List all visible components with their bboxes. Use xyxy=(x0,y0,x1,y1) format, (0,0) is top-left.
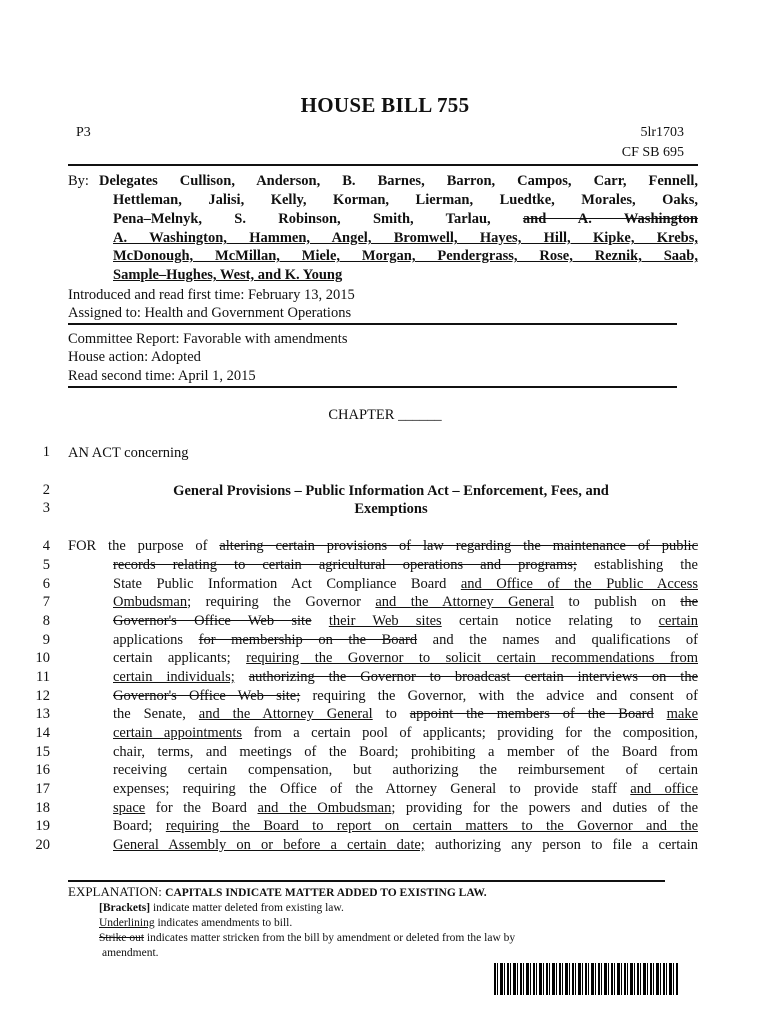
line-number: 19 xyxy=(35,818,50,834)
sponsors-by-label: By: xyxy=(68,173,89,189)
explanation-heading: EXPLANATION: CAPITALS INDICATE MATTER ADDED TO EXISTING LAW. xyxy=(68,884,487,899)
purpose-line: FOR the purpose of altering certain provisions of law regarding the maintenance of public xyxy=(68,538,698,554)
purpose-line: Governor's Office Web site their Web sites certain notice relating to certain xyxy=(113,613,698,629)
act-title: General Provisions – Public Information Act – Enforcement, Fees, and xyxy=(173,483,609,499)
line-number: 1 xyxy=(42,444,50,460)
sponsors-line xyxy=(113,210,698,229)
line-number: 7 xyxy=(42,594,50,610)
purpose-line: certain individuals; authorizing the Governor to broadcast certain interviews on the xyxy=(113,669,698,685)
house-action: House action: Adopted xyxy=(68,349,201,365)
purpose-line: Board; requiring the Board to report on certain matters to the Governor and the xyxy=(113,818,698,834)
purpose-line: receiving certain compensation, but authorizing the reimbursement of certain xyxy=(113,762,698,778)
purpose-line: Ombudsman; requiring the Governor and the Attorney General to publish on the xyxy=(113,594,698,610)
purpose-line: certain appointments from a certain pool of applicants; providing for the composition, xyxy=(113,725,698,741)
footer-rule xyxy=(68,880,665,882)
sponsors-line: Hettleman, Jalisi, Kelly, Korman, Lierman, Luedtke, Morales, Oaks, xyxy=(113,192,698,208)
explanation-underlining: Underlining indicates amendments to bill. xyxy=(99,917,293,929)
bill-title: HOUSE BILL 755 xyxy=(300,93,470,117)
line-number: 18 xyxy=(35,800,50,816)
sponsors-amended-text: A. Washington, Hammen, Angel, Bromwell, Hayes, Hill, Kipke, Krebs, xyxy=(113,230,698,246)
line-number: 6 xyxy=(42,576,50,592)
sponsors-line: Delegates Cullison, Anderson, B. Barnes, Barron, Campos, Carr, Fennell, xyxy=(99,173,698,189)
line-number: 10 xyxy=(35,650,50,666)
sponsors-line xyxy=(113,266,342,285)
line-number: 11 xyxy=(36,669,50,685)
purpose-line: certain applicants; requiring the Governor to solicit certain recommendations from xyxy=(113,650,698,666)
assigned-committee: Assigned to: Health and Government Operations xyxy=(68,305,352,321)
second-reading: Read second time: April 1, 2015 xyxy=(68,368,256,384)
line-number: 14 xyxy=(35,725,50,741)
purpose-line: space for the Board and the Ombudsman; providing for the powers and duties of the xyxy=(113,800,698,816)
line-number: 3 xyxy=(42,500,50,516)
file-number: 5lr1703 xyxy=(640,125,684,140)
committee-report: Committee Report: Favorable with amendments xyxy=(68,331,348,347)
line-number: 2 xyxy=(42,482,50,498)
line-number: 17 xyxy=(35,781,50,797)
line-number: 15 xyxy=(35,744,50,760)
line-number: 9 xyxy=(42,632,50,648)
purpose-line: records relating to certain agricultural operations and programs; establishing the xyxy=(113,557,698,573)
bill-code: P3 xyxy=(76,125,91,140)
purpose-line: chair, terms, and meetings of the Board; prohibiting a member of the Board from xyxy=(113,744,698,760)
purpose-line: the Senate, and the Attorney General to appoint the members of the Board make xyxy=(113,706,698,722)
purpose-line: Governor's Office Web site; requiring the Governor, with the advice and consent of xyxy=(113,688,698,704)
sponsors-line xyxy=(113,229,698,248)
chapter-label: CHAPTER ______ xyxy=(328,407,442,423)
line-number: 13 xyxy=(35,706,50,722)
explanation-strike-cont: amendment. xyxy=(102,947,159,959)
barcode xyxy=(494,963,678,995)
purpose-line: State Public Information Act Compliance Board and Office of the Public Access xyxy=(113,576,698,592)
line-number: 20 xyxy=(35,837,50,853)
status-rule xyxy=(68,386,677,388)
status-rule xyxy=(68,323,677,325)
sponsors-struck-text: and A. Washington xyxy=(522,211,698,227)
sponsors-amended-text: McDonough, McMillan, Miele, Morgan, Pendergrass, Rose, Reznik, Saab, xyxy=(113,248,698,264)
line-number: 5 xyxy=(42,557,50,573)
introduced-date: Introduced and read first time: February 13, 2015 xyxy=(68,287,355,303)
cross-file-number: CF SB 695 xyxy=(621,145,684,160)
purpose-line: applications for membership on the Board and the names and qualifications of xyxy=(113,632,698,648)
header-rule xyxy=(68,164,698,166)
act-title: Exemptions xyxy=(354,501,428,517)
sponsors-amended-text: Sample–Hughes, West, and K. Young xyxy=(113,267,343,283)
act-line: AN ACT concerning xyxy=(68,445,189,461)
explanation-strike: Strike out indicates matter stricken from the bill by amendment or deleted from the law by xyxy=(99,932,516,944)
line-number: 4 xyxy=(42,538,50,554)
sponsors-line xyxy=(113,247,698,266)
purpose-line: expenses; requiring the Office of the Attorney General to provide staff and office xyxy=(113,781,698,797)
line-number: 16 xyxy=(35,762,50,778)
sponsors-text: Pena–Melnyk, S. Robinson, Smith, Tarlau, xyxy=(113,211,491,227)
line-number: 8 xyxy=(42,613,50,629)
purpose-line: General Assembly on or before a certain date; authorizing any person to file a certain xyxy=(113,837,698,853)
explanation-brackets: [Brackets] indicate matter deleted from existing law. xyxy=(99,902,344,914)
line-number: 12 xyxy=(35,688,50,704)
